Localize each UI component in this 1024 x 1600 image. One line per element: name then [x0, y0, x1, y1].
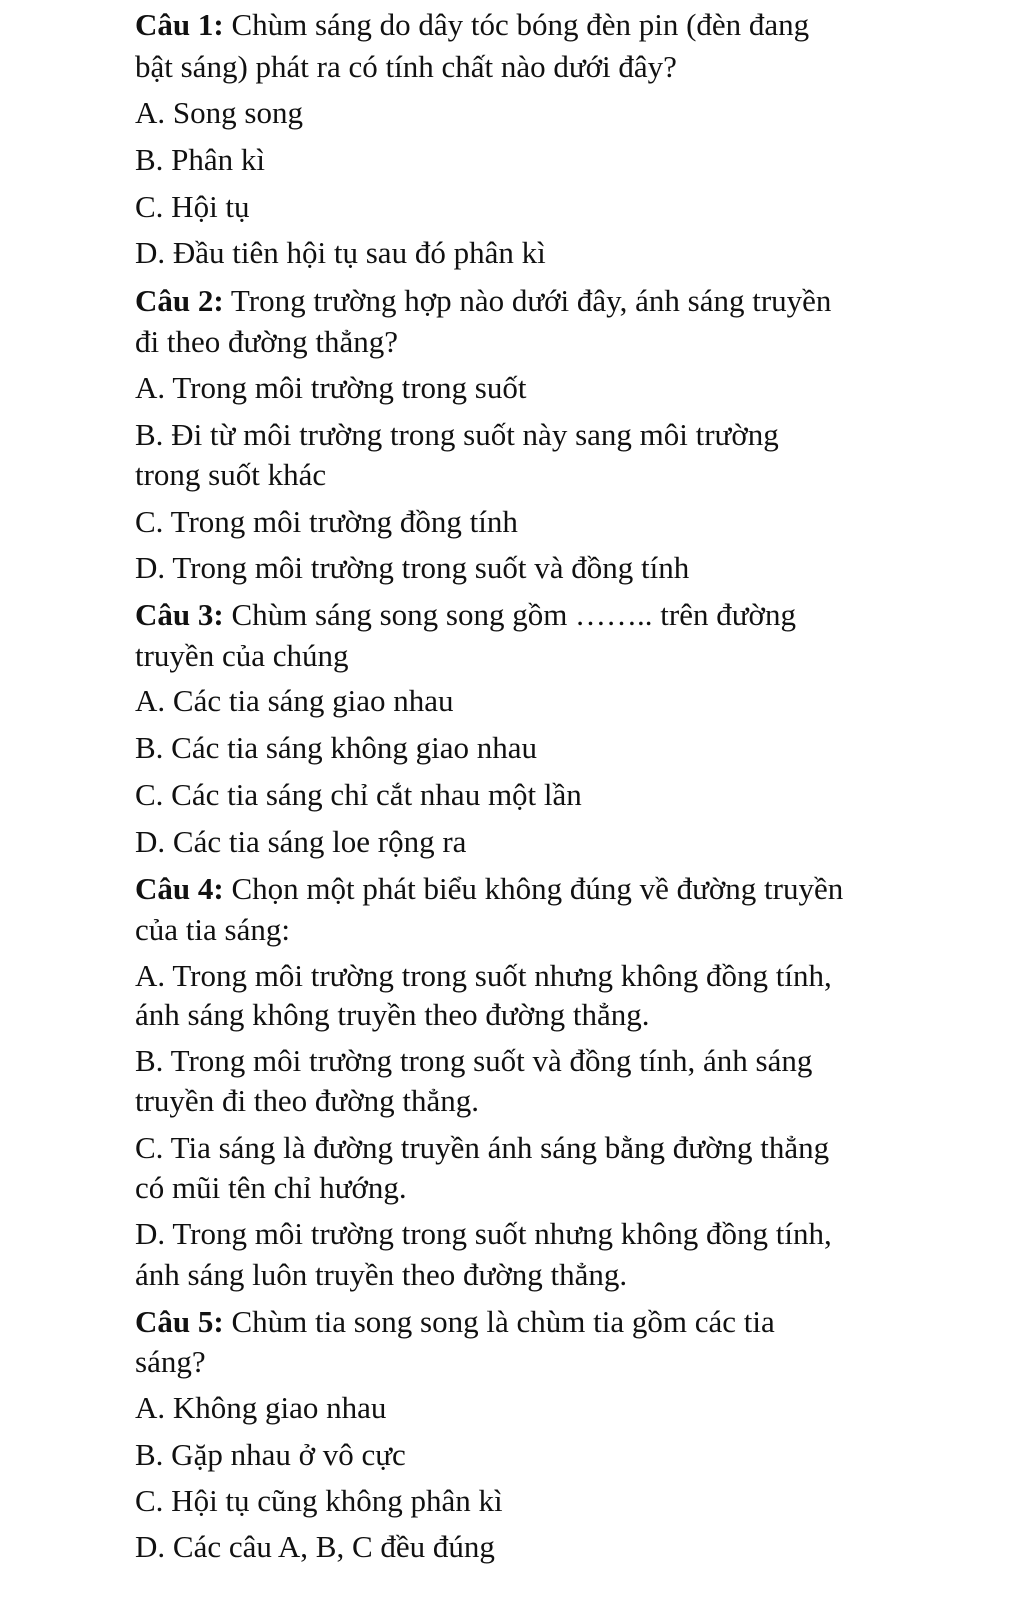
question-5-stem-line-1 [135, 1302, 775, 1342]
question-5-stem-line-2: sáng? [135, 1344, 206, 1379]
question-4-stem-text: Chọn một phát biểu không đúng về đường truyền [223, 871, 844, 906]
question-4-option-c-line-2: có mũi tên chỉ hướng. [135, 1170, 407, 1205]
question-1-option-c: C. Hội tụ [135, 189, 250, 224]
question-4-option-b-line-2: truyền đi theo đường thẳng. [135, 1083, 479, 1118]
question-5-stem-text: Chùm tia song song là chùm tia gồm các tia [223, 1304, 775, 1339]
question-3-option-a: A. Các tia sáng giao nhau [135, 683, 454, 718]
question-2-option-c: C. Trong môi trường đồng tính [135, 504, 518, 539]
question-2-stem-line-1 [135, 281, 831, 321]
question-1-option-b: B. Phân kì [135, 142, 266, 177]
question-2-option-a: A. Trong môi trường trong suốt [135, 370, 527, 405]
question-1-stem-line-1 [135, 5, 809, 45]
question-1-label: Câu 1: [135, 7, 224, 42]
question-5-option-b: B. Gặp nhau ở vô cực [135, 1437, 406, 1472]
question-3-stem-line-1 [135, 595, 796, 635]
question-1-option-a: A. Song song [135, 95, 303, 130]
question-3-stem-text: Chùm sáng song song gồm …….. trên đường [223, 597, 796, 632]
question-5-option-d: D. Các câu A, B, C đều đúng [135, 1529, 495, 1564]
question-4-label: Câu 4: [135, 871, 224, 906]
question-2-option-d: D. Trong môi trường trong suốt và đồng tính [135, 550, 690, 585]
question-1-stem-line-2: bật sáng) phát ra có tính chất nào dưới đây? [135, 49, 677, 84]
question-5-label: Câu 5: [135, 1304, 224, 1339]
question-2-stem-line-2: đi theo đường thẳng? [135, 324, 399, 359]
question-3-stem-line-2: truyền của chúng [135, 638, 349, 673]
question-4-stem-line-1 [135, 869, 843, 909]
question-4-stem-line-2: của tia sáng: [135, 912, 290, 947]
question-1-stem-text: Chùm sáng do dây tóc bóng đèn pin (đèn đang [223, 7, 810, 42]
question-3-option-d: D. Các tia sáng loe rộng ra [135, 824, 467, 859]
question-2-label: Câu 2: [135, 283, 224, 318]
question-2-option-b-line-1: B. Đi từ môi trường trong suốt này sang môi trường [135, 417, 779, 452]
question-4-option-d-line-2: ánh sáng luôn truyền theo đường thẳng. [135, 1257, 628, 1292]
question-4-option-c-line-1: C. Tia sáng là đường truyền ánh sáng bằng đường thẳng [135, 1130, 830, 1165]
question-4-option-b-line-1: B. Trong môi trường trong suốt và đồng tính, ánh sáng [135, 1043, 813, 1078]
question-2-option-b-line-2: trong suốt khác [135, 457, 327, 492]
question-3-option-b: B. Các tia sáng không giao nhau [135, 730, 538, 765]
question-1-option-d: D. Đầu tiên hội tụ sau đó phân kì [135, 235, 546, 270]
question-3-option-c: C. Các tia sáng chỉ cắt nhau một lần [135, 777, 582, 812]
question-2-stem-text: Trong trường hợp nào dưới đây, ánh sáng truyền [223, 283, 832, 318]
question-5-option-a: A. Không giao nhau [135, 1390, 387, 1425]
question-4-option-a-line-1: A. Trong môi trường trong suốt nhưng không đồng tính, [135, 958, 832, 993]
question-3-label: Câu 3: [135, 597, 224, 632]
question-4-option-d-line-1: D. Trong môi trường trong suốt nhưng không đồng tính, [135, 1216, 832, 1251]
question-4-option-a-line-2: ánh sáng không truyền theo đường thẳng. [135, 997, 650, 1032]
question-5-option-c: C. Hội tụ cũng không phân kì [135, 1483, 503, 1518]
